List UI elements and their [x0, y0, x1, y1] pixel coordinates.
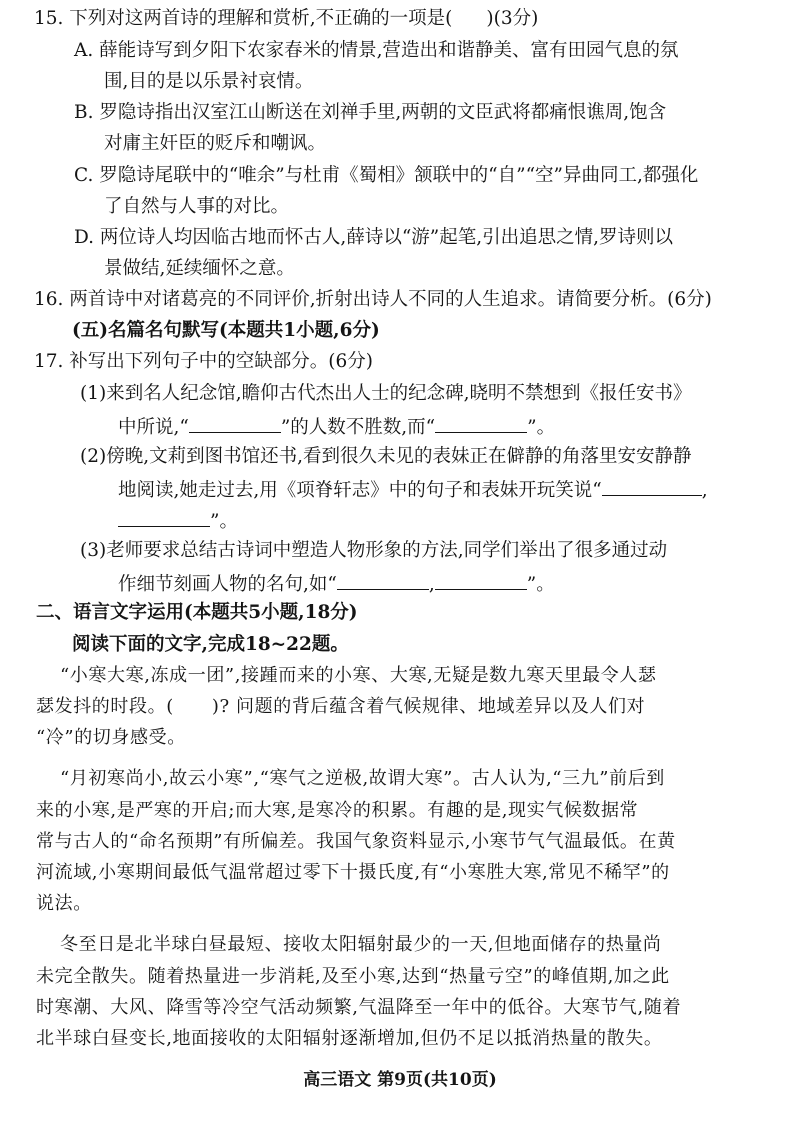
passage-line: 河流域,小寒期间最低气温常超过零下十摄氏度,有“小寒胜大寒,常见不稀罕”的 [36, 862, 670, 883]
page-footer: 高三语文 第9页(共10页) [303, 1070, 497, 1090]
passage-line: 常与古人的“命名预期”有所偏差。我国气象资料显示,小寒节气气温最低。在黄 [36, 831, 676, 852]
q17-item-3-cont: 作细节刻画人物的名句,如“ , ”。 [118, 574, 555, 595]
passage-line: 瑟发抖的时段。( )? 问题的背后蕴含着气候规律、地域差异以及人们对 [36, 696, 646, 717]
passage-line: 说法。 [36, 893, 92, 914]
q17-stem: 17. 补写出下列句子中的空缺部分。(6分) [34, 351, 374, 372]
passage-line: 来的小寒,是严寒的开启;而大寒,是寒冷的积累。有趣的是,现实气候数据常 [36, 800, 639, 821]
passage-line: 未完全散失。随着热量进一步消耗,及至小寒,达到“热量亏空”的峰值期,加之此 [36, 966, 670, 987]
q16-stem: 16. 两首诗中对诸葛亮的不同评价,折射出诗人不同的人生追求。请简要分析。(6分) [34, 289, 712, 310]
q15-option-a-cont: 围,目的是以乐景衬哀情。 [104, 71, 314, 92]
q17-item-2: (2)傍晚,文莉到图书馆还书,看到很久未见的表妹正在僻静的角落里安安静静 [80, 446, 692, 467]
q17-item-3: (3)老师要求总结古诗词中塑造人物形象的方法,同学们举出了很多通过动 [80, 540, 668, 561]
passage-line: “冷”的切身感受。 [36, 727, 186, 748]
passage-line: “月初寒尚小,故云小寒”,“寒气之逆极,故谓大寒”。古人认为,“三九”前后到 [60, 768, 665, 789]
q15-option-a: A. 薛能诗写到夕阳下农家春米的情景,营造出和谐静美、富有田园气息的氛 [74, 40, 679, 61]
q15-option-c: C. 罗隐诗尾联中的“唯余”与杜甫《蜀相》颔联中的“自”“空”异曲同工,都强化 [74, 165, 699, 186]
q17-item-1: (1)来到名人纪念馆,瞻仰古代杰出人士的纪念碑,晓明不禁想到《报任安书》 [80, 383, 692, 404]
q15-option-d: D. 两位诗人均因临古地而怀古人,薛诗以“游”起笔,引出追思之情,罗诗则以 [74, 227, 673, 248]
passage-line: 时寒潮、大风、降雪等冷空气活动频繁,气温降至一年中的低谷。大寒节气,随着 [36, 997, 682, 1018]
q15-option-b-cont: 对庸主奸臣的贬斥和嘲讽。 [104, 133, 327, 154]
q15-option-b: B. 罗隐诗指出汉室江山断送在刘禅手里,两朝的文臣武将都痛恨谯周,饱含 [74, 102, 667, 123]
section-heading-2: 二、语言文字运用(本题共5小题,18分) [36, 602, 358, 623]
passage-line: 冬至日是北半球白昼最短、接收太阳辐射最少的一天,但地面储存的热量尚 [60, 934, 662, 955]
q15-option-c-cont: 了自然与人事的对比。 [104, 196, 290, 217]
q17-item-2-cont: 地阅读,她走过去,用《项脊轩志》中的句子和表妹开玩笑说“ , [118, 480, 708, 501]
q17-item-2-cont2: ”。 [118, 510, 238, 532]
section-heading-5: (五)名篇名句默写(本题共1小题,6分) [72, 320, 380, 341]
q15-option-d-cont: 景做结,延续缅怀之意。 [104, 258, 295, 279]
q15-stem: 15. 下列对这两首诗的理解和赏析,不正确的一项是( )(3分) [34, 8, 539, 29]
q17-item-1-cont: 中所说,“ ”的人数不胜数,而“ ”。 [118, 417, 556, 438]
passage-line: “小寒大寒,冻成一团”,接踵而来的小寒、大寒,无疑是数九寒天里最令人瑟 [60, 665, 657, 686]
passage-line: 北半球白昼变长,地面接收的太阳辐射逐渐增加,但仍不足以抵消热量的散失。 [36, 1028, 663, 1049]
reading-instruction: 阅读下面的文字,完成18~22题。 [72, 634, 349, 655]
